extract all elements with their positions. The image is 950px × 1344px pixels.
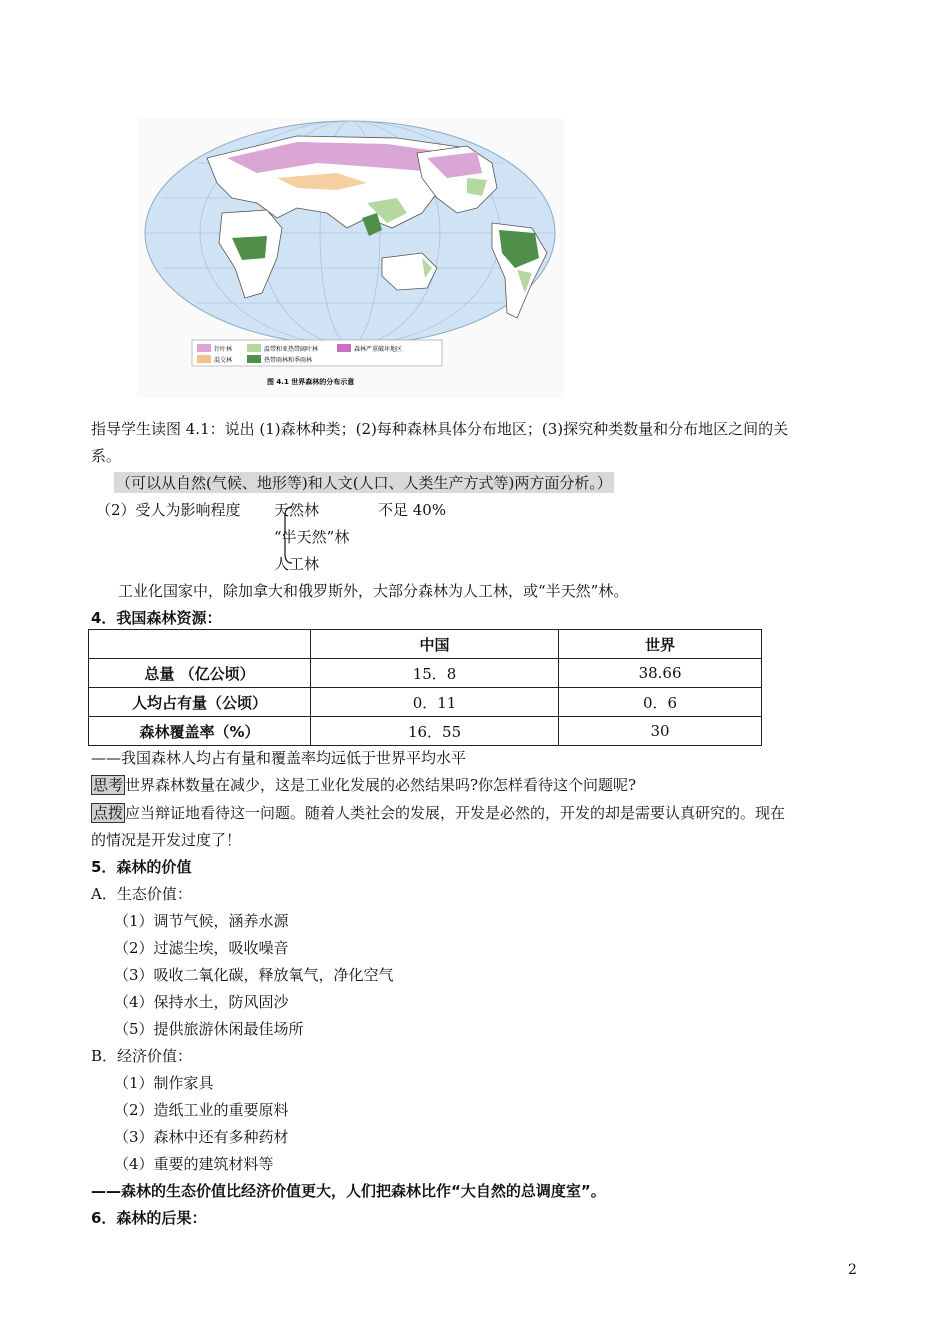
figure-caption: 图 4.1 世界森林的分布示意 — [267, 378, 355, 386]
svg-text:针叶林: 针叶林 — [214, 346, 233, 353]
svg-text:热带雨林和季雨林: 热带雨林和季雨林 — [264, 357, 313, 364]
point-paragraph-line2: 的情况是开发过度了！ — [91, 831, 242, 849]
list-item: （2）造纸工业的重要原料 — [114, 1101, 289, 1119]
cell-world: 0．6 — [559, 688, 762, 717]
cell-world: 30 — [559, 717, 762, 746]
table-note: ——我国森林人均占有量和覆盖率均远低于世界平均水平 — [91, 749, 467, 767]
cell-china: 16．55 — [311, 717, 559, 746]
world-forest-map-figure — [137, 118, 564, 398]
table-header-china: 中国 — [311, 630, 559, 659]
forest-type-semi-natural: “半天然”林 — [274, 528, 350, 546]
think-text: 世界森林数量在减少，这是工业化发展的必然结果吗?你怎样看待这个问题呢? — [125, 776, 637, 794]
list-item: （1）调节气候，涵养水源 — [114, 912, 289, 930]
list-item: （3）吸收二氧化碳，释放氧气，净化空气 — [114, 966, 394, 984]
section-4-heading: 4．我国森林资源： — [91, 609, 222, 627]
econ-value-title: B．经济价值： — [91, 1047, 193, 1065]
row-label: 森林覆盖率（%） — [89, 717, 311, 746]
forest-resource-table — [88, 629, 762, 746]
table-row — [89, 717, 762, 746]
cell-china: 0．11 — [311, 688, 559, 717]
brace-bracket — [283, 506, 293, 564]
row-label: 总量 （亿公顷） — [89, 659, 311, 688]
table-row — [89, 659, 762, 688]
list-item: （1）制作家具 — [114, 1074, 214, 1092]
analysis-hint: （可以从自然(气候、地形等)和人文(人口、人类生产方式等)两方面分析。） — [116, 474, 612, 492]
table-header-blank — [89, 630, 311, 659]
forest-type-planted: 人工林 — [274, 555, 320, 573]
section-5-heading: 5．森林的价值 — [91, 858, 192, 876]
svg-text:森林严重破坏地区: 森林严重破坏地区 — [354, 346, 403, 353]
influence-label: （2）受人为影响程度 — [96, 501, 241, 519]
forest-type-natural: 天然林 — [274, 501, 320, 519]
eco-value-title: A．生态价值： — [91, 885, 192, 903]
point-paragraph-line1 — [91, 802, 785, 823]
svg-text:温带和亚热带阔叶林: 温带和亚热带阔叶林 — [264, 346, 319, 353]
row-label: 人均占有量（公顷） — [89, 688, 311, 717]
table-header-world: 世界 — [559, 630, 762, 659]
cell-world: 38.66 — [559, 659, 762, 688]
world-map-image — [137, 118, 564, 398]
conclusion: ——森林的生态价值比经济价值更大，人们把森林比作“大自然的总调度室”。 — [91, 1182, 606, 1200]
section-6-heading: 6．森林的后果： — [91, 1209, 207, 1227]
list-item: （5）提供旅游休闲最佳场所 — [114, 1020, 304, 1038]
natural-forest-note: 不足 40% — [378, 501, 447, 519]
point-text: 应当辩证地看待这一问题。随着人类社会的发展，开发是必然的，开发的却是需要认真研究的。现在 — [125, 804, 786, 822]
list-item: （4）保持水土，防风固沙 — [114, 993, 289, 1011]
list-item: （4）重要的建筑材料等 — [114, 1155, 274, 1173]
point-tag: 点拨 — [93, 804, 124, 822]
cell-china: 15．8 — [311, 659, 559, 688]
think-tag: 思考 — [93, 776, 124, 794]
svg-text:混交林: 混交林 — [214, 357, 233, 364]
list-item: （2）过滤尘埃，吸收噪音 — [114, 939, 289, 957]
map-legend — [192, 340, 442, 366]
guide-paragraph-line1: 指导学生读图 4.1：说出 (1)森林种类；(2)每种森林具体分布地区；(3)探究种类数量和分布地区之间的关 — [91, 420, 789, 438]
guide-paragraph-line2: 系。 — [91, 447, 122, 465]
industrial-countries-paragraph: 工业化国家中，除加拿大和俄罗斯外，大部分森林为人工林，或“半天然”林。 — [118, 582, 629, 600]
table-row — [89, 688, 762, 717]
page-number: 2 — [848, 1262, 857, 1278]
table-header-row — [89, 630, 762, 659]
think-paragraph — [91, 774, 636, 795]
list-item: （3）森林中还有多种药材 — [114, 1128, 289, 1146]
